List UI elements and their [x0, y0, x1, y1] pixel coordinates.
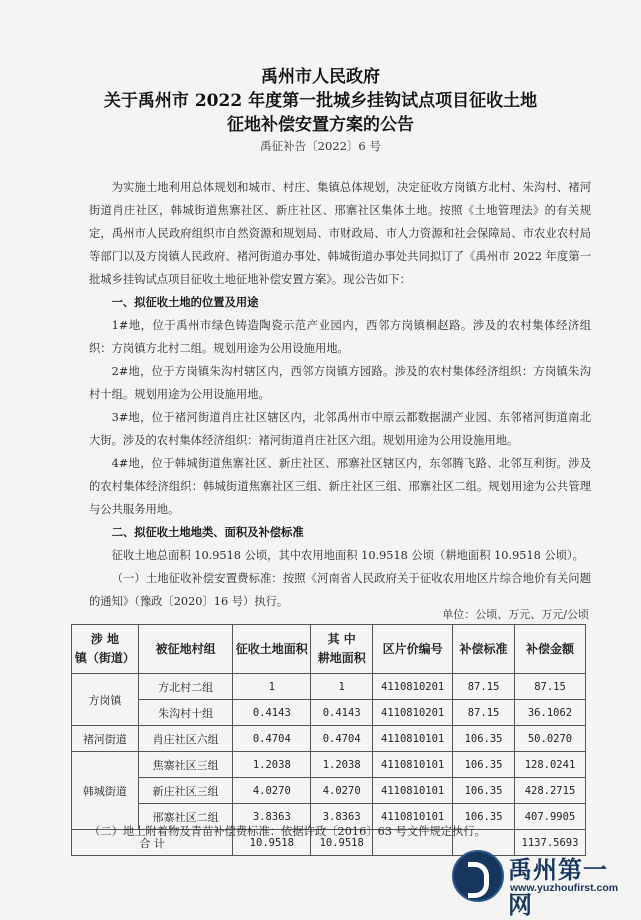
area-cell: 3.8363 — [233, 804, 311, 830]
header-standard: 补偿标准 — [453, 625, 515, 674]
group-cell: 方北村二组 — [138, 674, 233, 700]
intro-paragraph: 为实施土地利用总体规划和城市、村庄、集镇总体规划，决定征收方岗镇方北村、朱沟村、褚河街道肖庄社区，韩城街道焦寨社区、新庄社区、邢寨社区集体土地。按照《土地管理法》的有关规定，禹州市人民政府组织市自然资源和规划局、市财政局、市人力资源和社会保障局、市农业农村局等部门以及方岗镇人民政府、褚河街道办事处、韩城街道办事处共同拟订了《禹州市 2022 年度第一批城乡挂钩试点项目征收土地征地补偿安置方案》。现公告如下： — [89, 181, 591, 286]
arable-cell: 4.0270 — [311, 778, 373, 804]
zone-cell: 4110810101 — [373, 726, 453, 752]
notice-title-line1: 关于禹州市 2022 年度第一批城乡挂钩试点项目征收土地 — [103, 91, 538, 111]
area-cell: 4.0270 — [233, 778, 311, 804]
header-town: 涉 地 镇（街道） — [72, 625, 139, 674]
notice-body — [89, 176, 591, 613]
header-area: 征收土地面积 — [233, 625, 311, 674]
standard-cell: 87.15 — [453, 700, 515, 726]
plot1-paragraph: 1#地，位于禹州市绿色铸造陶瓷示范产业园内，西邻方岗镇桐赵路。涉及的农村集体经济组织：方岗镇方北村二组。规划用途为公用设施用地。 — [89, 319, 591, 355]
amount-cell: 87.15 — [514, 674, 585, 700]
zone-cell: 4110810201 — [373, 700, 453, 726]
amount-cell: 50.0270 — [514, 726, 585, 752]
standard-cell: 106.35 — [453, 778, 515, 804]
area-cell: 1 — [233, 674, 311, 700]
logo-url: www.yuzhoufirst.com — [510, 882, 619, 894]
town-cell: 韩城街道 — [72, 752, 139, 830]
amount-cell: 428.2715 — [514, 778, 585, 804]
arable-cell: 1.2038 — [311, 752, 373, 778]
arable-cell: 3.8363 — [311, 804, 373, 830]
area-cell: 0.4704 — [233, 726, 311, 752]
arable-cell: 0.4704 — [311, 726, 373, 752]
arable-cell: 1 — [311, 674, 373, 700]
plot2-paragraph: 2#地，位于方岗镇朱沟村辖区内，西邻方岗镇方园路。涉及的农村集体经济组织：方岗镇朱沟村十组。规划用途为公用设施用地。 — [89, 365, 591, 401]
amount-cell: 36.1062 — [514, 700, 585, 726]
group-cell: 新庄社区三组 — [138, 778, 233, 804]
town-cell: 褚河街道 — [72, 726, 139, 752]
amount-cell: 407.9905 — [514, 804, 585, 830]
total-area: 10.9518 — [233, 830, 311, 856]
standard-cell: 87.15 — [453, 674, 515, 700]
unit-note: 单位：公顷、万元、万元/公顷 — [442, 608, 589, 621]
table-row — [72, 778, 586, 804]
table-row — [72, 674, 586, 700]
area-cell: 1.2038 — [233, 752, 311, 778]
header-zone: 区片价编号 — [373, 625, 453, 674]
total-arable: 10.9518 — [311, 830, 373, 856]
arable-cell: 0.4143 — [311, 700, 373, 726]
group-cell: 焦寨社区三组 — [138, 752, 233, 778]
header-arable: 其 中 耕地面积 — [311, 625, 373, 674]
table-row — [72, 700, 586, 726]
zone-cell: 4110810201 — [373, 674, 453, 700]
group-cell: 朱沟村十组 — [138, 700, 233, 726]
header-amount: 补偿金额 — [514, 625, 585, 674]
amount-cell: 128.0241 — [514, 752, 585, 778]
logo-emblem-icon — [452, 850, 504, 902]
notice-title-line2: 征地补偿安置方案的公告 — [227, 115, 414, 135]
compensation-table — [71, 624, 586, 856]
zone-cell: 4110810101 — [373, 778, 453, 804]
issuer-title: 禹州市人民政府 — [261, 67, 380, 87]
group-cell: 邢寨社区二组 — [138, 804, 233, 830]
zone-cell: 4110810101 — [373, 804, 453, 830]
standard-cell: 106.35 — [453, 804, 515, 830]
town-cell: 方岗镇 — [72, 674, 139, 726]
table-row — [72, 726, 586, 752]
standard-cell: 106.35 — [453, 752, 515, 778]
section2-title: 二、拟征收土地地类、面积及补偿标准 — [111, 525, 304, 539]
attachment-compensation-note: （二）地上附着物及青苗补偿费标准：依据许政〔2016〕63 号文件规定执行。 — [89, 825, 486, 838]
total-amount: 1137.5693 — [514, 830, 585, 856]
group-cell: 肖庄社区六组 — [138, 726, 233, 752]
total-label: 合 计 — [72, 830, 233, 856]
section1-title: 一、拟征收土地的位置及用途 — [111, 295, 259, 309]
table-row — [72, 752, 586, 778]
document-number: 禹征补告〔2022〕6 号 — [260, 139, 381, 153]
plot4-paragraph: 4#地，位于韩城街道焦寨社区、新庄社区、邢寨社区辖区内，东邻腾飞路、北邻互利街。涉及的农村集体经济组织：韩城街道焦寨社区三组、新庄社区三组、邢寨社区二组。规划用途为公共管理与公共服务用地。 — [89, 457, 591, 516]
site-logo[interactable] — [452, 848, 627, 919]
header-group: 被征地村组 — [138, 625, 233, 674]
plot3-paragraph: 3#地，位于褚河街道肖庄社区辖区内，北邻禹州市中原云都数据湖产业园、东邻褚河街道南北大街。涉及的农村集体经济组织：褚河街道肖庄社区六组。规划用途为公用设施用地。 — [89, 411, 591, 447]
table-header-row — [72, 625, 586, 674]
area-paragraph: 征收土地总面积 10.9518 公顷，其中农用地面积 10.9518 公顷（耕地面积 10.9518 公顷）。 — [111, 549, 584, 562]
standard-cell: 106.35 — [453, 726, 515, 752]
standard-paragraph: （一）土地征收补偿安置费标准：按照《河南省人民政府关于征收农用地区片综合地价有关问题的通知》（豫政〔2020〕16 号）执行。 — [89, 572, 591, 608]
logo-name: 禹州第一网 — [508, 856, 608, 919]
area-cell: 0.4143 — [233, 700, 311, 726]
zone-cell: 4110810101 — [373, 752, 453, 778]
